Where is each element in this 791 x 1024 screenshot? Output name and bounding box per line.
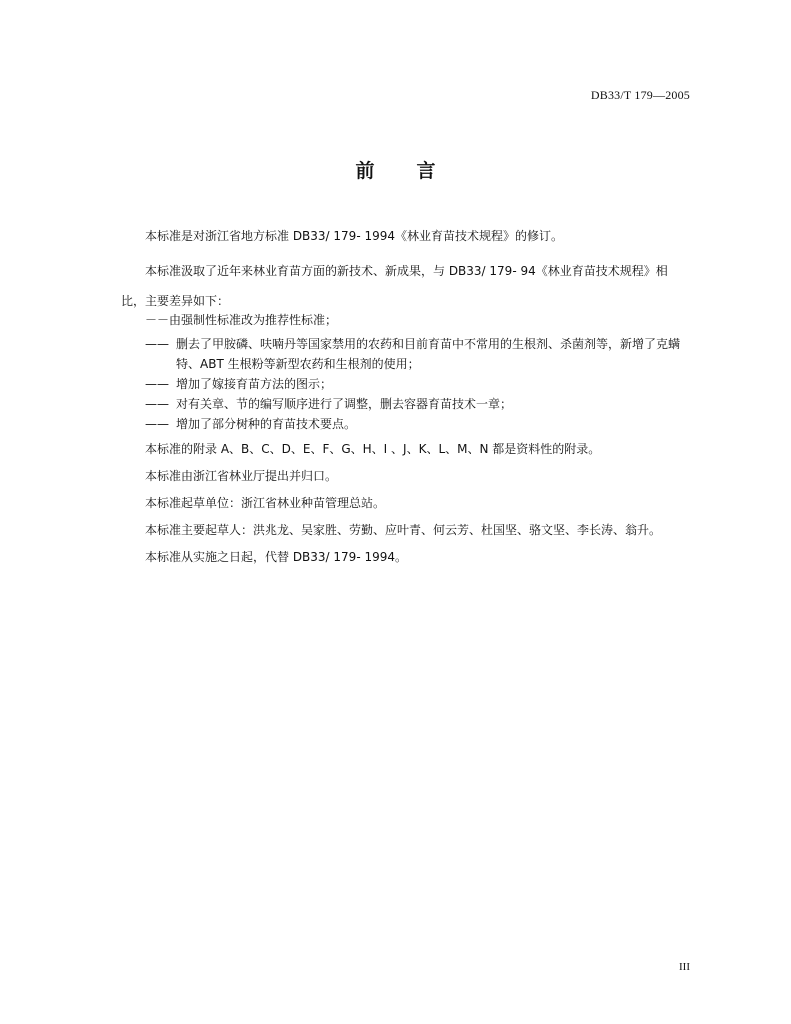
list-item <box>121 414 687 434</box>
foreword-intro <box>121 226 687 246</box>
list-dash: —— <box>145 417 169 431</box>
page-title: 前言 <box>355 160 478 182</box>
list-item <box>121 310 687 330</box>
differences-paragraph: 本标准汲取了近年来林业育苗方面的新技术、新成果，与 DB33/ 179- 94《林业育苗技术规程》相比，主要差异如下： <box>121 264 668 308</box>
drafters-paragraph: 本标准主要起草人：洪兆龙、吴家胜、劳勤、应叶青、何云芳、杜国坚、骆文坚、李长涛、翁升。 <box>145 523 662 537</box>
revision-paragraph: 本标准是对浙江省地方标准 DB33/ 179- 1994《林业育苗技术规程》的修订。 <box>145 229 564 243</box>
changes-list <box>121 310 687 434</box>
differences-intro <box>121 256 687 316</box>
drafting-unit-paragraph: 本标准起草单位：浙江省林业种苗管理总站。 <box>145 496 386 510</box>
proposer-paragraph: 本标准由浙江省林业厅提出并归口。 <box>145 469 338 483</box>
list-item-text: 增加了部分树种的育苗技术要点。 <box>176 417 357 431</box>
closing-section <box>121 436 687 571</box>
list-item <box>121 394 687 414</box>
appendix-paragraph: 本标准的附录 A、B、C、D、E、F、G、H、I 、J、K、L、M、N 都是资料性的附录。 <box>145 442 601 456</box>
list-dash: —— <box>145 337 169 351</box>
list-dash: —— <box>145 397 169 411</box>
list-item-text: －－由强制性标准改为推荐性标准； <box>145 313 338 327</box>
changes-list-container <box>121 310 687 434</box>
page-number: III <box>679 961 690 973</box>
list-item-text: 增加了嫁接育苗方法的图示； <box>176 377 333 391</box>
replacement-paragraph: 本标准从实施之日起，代替 DB33/ 179- 1994。 <box>145 550 408 564</box>
list-item <box>121 334 687 374</box>
list-item-text: 对有关章、节的编写顺序进行了调整，删去容器育苗技术一章； <box>176 397 513 411</box>
list-item-text: 删去了甲胺磷、呋喃丹等国家禁用的农药和目前育苗中不常用的生根剂、杀菌剂等，新增了克螨特、ABT 生根粉等新型农药和生根剂的使用； <box>176 337 681 371</box>
list-dash: —— <box>145 377 169 391</box>
standard-code: DB33/T 179—2005 <box>590 88 690 102</box>
list-item <box>121 374 687 394</box>
